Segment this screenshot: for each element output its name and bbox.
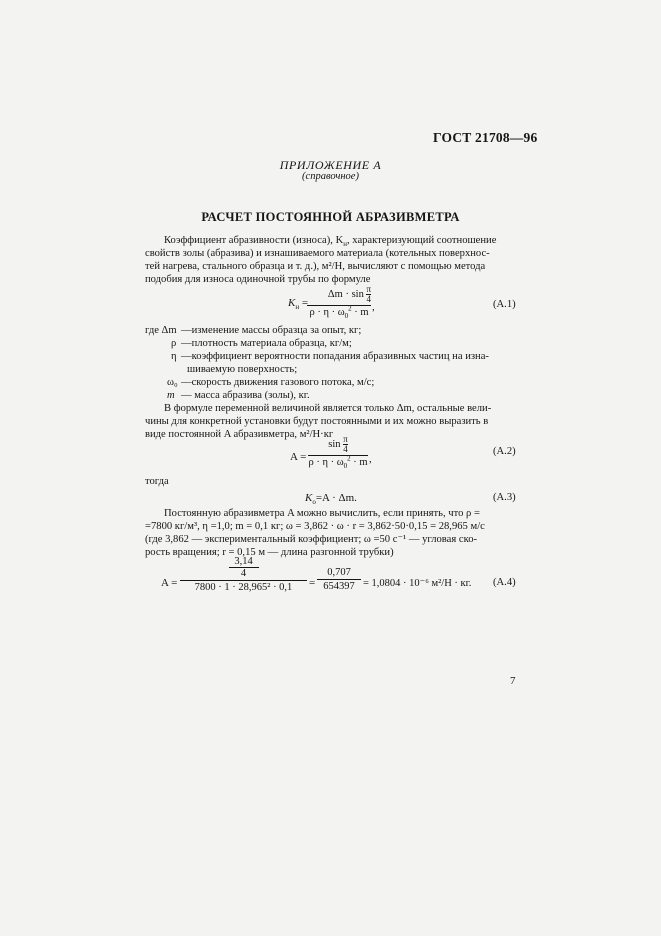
eq2-number: (А.2) [493,446,516,457]
eq1-comma: , [372,301,375,313]
para3-line-1: Постоянную абразивметра A можно вычислить, если принять, что ρ = [164,508,480,519]
standard-number: ГОСТ 21708—96 [433,130,538,145]
eq3-formula: $K_о=A \cdot \Delta m$. [305,492,357,507]
intro-paragraph [145,234,516,286]
appendix-note: (справочное) [302,171,359,182]
eq4-equals: = [309,577,316,589]
eq4-number: (А.4) [493,577,516,588]
intro-line-2: свойств золы (абразива) и изнашиваемого материала (котельных поверхнос- [145,248,490,259]
eq1-number: (А.1) [493,299,516,310]
eq4-frac2-bar [317,579,361,580]
eq1-fraction-bar [307,305,371,306]
para3-line-3: (где 3,862 — экспериментальный коэффициент; ω =50 с⁻¹ — угловая ско- [145,534,478,545]
eq4-lhs: A = [161,577,178,589]
para2-line-1: В формуле переменной величиной является только Δm, остальные вели- [164,403,492,414]
eq4-main-fraction [180,556,307,593]
eq1-numerator: $\Delta m \cdot \sin \frac{\pi}{4}$ [327,284,371,304]
eq4-main-bar [180,580,307,581]
eq1-lhs: $K_н$ = [288,297,309,312]
eq1-fraction [307,284,371,321]
then-word: тогда [145,476,169,487]
eq4-result: = 1,0804 · 10⁻⁶ м²/Н · кг. [363,578,472,589]
para2-line-3: виде постоянной A абразивметра, м²/Н·кг [145,429,334,440]
intro-line-4: подобия для износа одиночной трубы по формуле [145,274,371,285]
eq4-numerator: $\frac{3,14}{4}$ [180,556,307,579]
intro-line-3: тей нагрева, стального образца и т. д.), м²/Н, вычисляют с помощью метода [145,261,486,272]
para2-line-2: чины для конкретной установки будут постоянными и их можно выразить в [145,416,489,427]
section-title: РАСЧЕТ ПОСТОЯННОЙ АБРАЗИВМЕТРА [201,210,460,224]
pi-over-4: $\frac{\pi}{4}$ [343,434,348,454]
eq4-denominator: 7800 · 1 · 28,965² · 0,1 [194,582,293,593]
eq4-second-fraction [317,567,361,592]
eq2-fraction-bar [308,455,368,456]
para3-line-2: =7800 кг/м³, η =1,0; m = 0,1 кг; ω = 3,862 · ω · r = 3,862·50·0,15 = 28,965 м/с [145,521,485,532]
para3-line-4: рость вращения; r = 0,15 м — длина разгонной трубки) [145,547,394,558]
eq2-denominator: $\rho \cdot \eta \cdot \omega_0^2 \cdot m$ [308,454,368,471]
eq4-frac2-numerator: 0,707 [327,567,351,578]
eq2-fraction [308,434,368,471]
appendix-heading: ПРИЛОЖЕНИЕ А [279,158,382,172]
eq4-frac2-denominator: 654397 [323,581,355,592]
eq1-denominator: $\rho \cdot \eta \cdot \omega_0^2 \cdot m$ [309,304,369,321]
intro-line-1: Коэффициент абразивности (износа), $K_н$, характеризующий соотношение [164,235,497,249]
eq2-numerator: $\sin \frac{\pi}{4}$ [328,434,348,454]
pi-over-4: $\frac{\pi}{4}$ [366,284,371,304]
eq2-comma: , [369,453,372,465]
eq2-lhs: A = [290,451,307,463]
page-number: 7 [510,675,516,687]
paragraph-3 [145,507,516,559]
eq3-number: (А.3) [493,492,516,503]
